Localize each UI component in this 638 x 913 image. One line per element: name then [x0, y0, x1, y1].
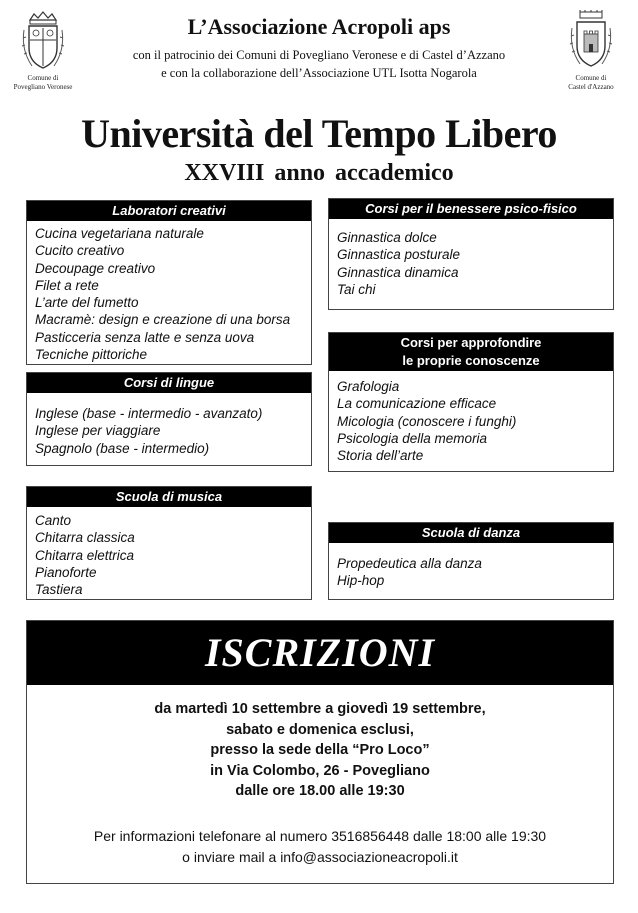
course-item: Storia dell’arte [337, 448, 424, 464]
section-title-line: le proprie conoscenze [402, 353, 540, 368]
section-title: Corsi per il benessere psico-fisico [329, 199, 613, 219]
crest-caption: Povegliano Veronese [13, 83, 73, 91]
section-title [329, 333, 613, 371]
registration-line: da martedì 10 settembre a giovedì 19 settembre, [154, 701, 486, 717]
crest-caption: Castel d'Azzano [568, 83, 614, 91]
course-item: Micologia (conoscere i funghi) [337, 413, 517, 429]
section-title: Laboratori creativi [27, 201, 311, 221]
course-item: Tai chi [337, 281, 376, 297]
course-list [27, 393, 311, 457]
section-title: Scuola di musica [27, 487, 311, 507]
course-item: Spagnolo (base - intermedio) [35, 440, 210, 456]
crest-caption: Comune di [27, 74, 59, 82]
registration-line: dalle ore 18.00 alle 19:30 [235, 783, 405, 799]
course-item: Ginnastica posturale [337, 247, 461, 263]
section-musica [26, 486, 312, 600]
course-list [329, 543, 613, 590]
course-item: Pianoforte [35, 564, 97, 580]
crest-caption: Comune di [575, 74, 607, 82]
course-item: Decoupage creativo [35, 260, 156, 276]
course-item: Cucina vegetariana naturale [35, 226, 204, 241]
course-item: Grafologia [337, 379, 400, 394]
course-item: La comunicazione efficace [337, 396, 497, 412]
contact-info [27, 826, 613, 868]
course-item: L’arte del fumetto [35, 295, 139, 311]
section-title: Corsi di lingue [27, 373, 311, 393]
course-list [329, 219, 613, 298]
registration-line: in Via Colombo, 26 - Povegliano [210, 762, 430, 779]
association-name: L’Associazione Acropoli aps [187, 14, 451, 39]
course-item: Tastiera [35, 582, 83, 598]
registration-details [27, 699, 613, 802]
section-approfondire [328, 332, 614, 472]
course-item: Canto [35, 513, 72, 528]
section-lingue [26, 372, 312, 466]
email-info: o inviare mail a info@associazioneacropoli.it [182, 848, 458, 865]
section-title: Scuola di danza [329, 523, 613, 543]
academic-year: XXVIII anno accademico [184, 160, 454, 186]
patronage-line: con il patrocinio dei Comuni di Povegliano Veronese e di Castel d’Azzano [132, 48, 506, 62]
page-title: Università del Tempo Libero [81, 111, 557, 156]
section-benessere [328, 198, 614, 310]
course-item: Chitarra elettrica [35, 547, 135, 563]
section-title-line: Corsi per approfondire [400, 335, 542, 350]
course-item: Pasticceria senza latte e senza uova [35, 329, 255, 345]
registration-title: ISCRIZIONI [27, 621, 613, 685]
course-item: Inglese (base - intermedio - avanzato) [35, 406, 263, 421]
section-danza [328, 522, 614, 600]
course-item: Tecniche pittoriche [35, 347, 148, 363]
registration-line: sabato e domenica esclusi, [226, 721, 414, 738]
course-item: Chitarra classica [35, 530, 135, 546]
course-item: Cucito creativo [35, 243, 125, 259]
section-laboratori [26, 200, 312, 365]
course-list [27, 221, 311, 363]
collaboration-line: e con la collaborazione dell’Associazione UTL Isotta Nogarola [161, 66, 477, 80]
registration-box [26, 620, 614, 884]
course-item: Psicologia della memoria [337, 430, 488, 446]
course-item: Ginnastica dolce [337, 230, 437, 245]
phone-info: Per informazioni telefonare al numero 3516856448 dalle 18:00 alle 19:30 [93, 827, 547, 844]
course-item: Inglese per viaggiare [35, 423, 161, 439]
course-item: Hip-hop [337, 573, 385, 589]
course-item: Propedeutica alla danza [337, 556, 482, 571]
course-list [27, 507, 311, 598]
course-item: Filet a rete [35, 277, 99, 293]
course-item: Macramè: design e creazione di una borsa [35, 312, 291, 328]
course-item: Ginnastica dinamica [337, 264, 459, 280]
registration-line: presso la sede della “Pro Loco” [210, 742, 430, 758]
course-list [329, 371, 613, 464]
